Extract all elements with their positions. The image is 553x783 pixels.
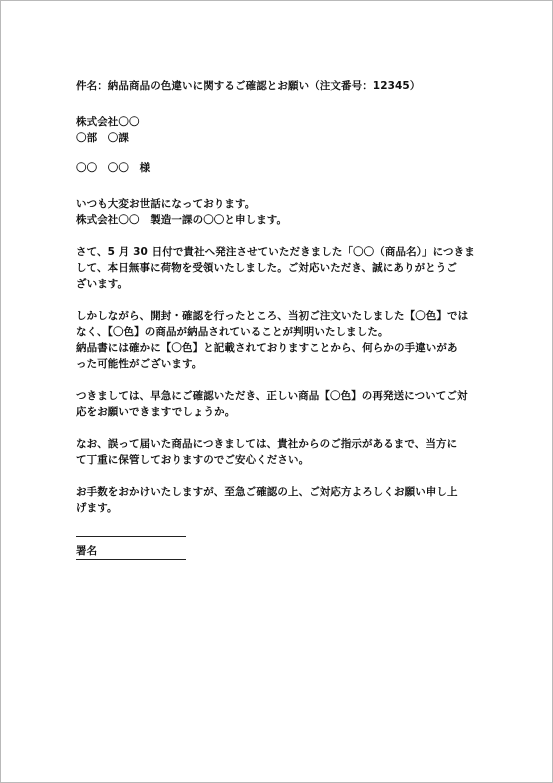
recipient-company: 株式会社〇〇 — [76, 116, 140, 128]
paragraph-2-line: なく、【〇色】の商品が納品されていることが判明いたしました。 — [76, 326, 389, 338]
paragraph-1-line: ざいます。 — [76, 278, 129, 290]
paragraph-1-line: して、本日無事に荷物を受領いたしました。ご対応いただき、誠にありがとうご — [76, 262, 457, 274]
paragraph-2-line: った可能性がございます。 — [76, 358, 203, 370]
paragraph-4-line: て丁重に保管しておりますのでご安心ください。 — [76, 454, 310, 466]
recipient-name: 〇〇 〇〇 様 — [76, 162, 151, 174]
signature-label: 署名 — [76, 545, 98, 557]
signature-rule-bottom — [76, 559, 186, 560]
subject-line: 件名：納品商品の色違いに関するご確認とお願い（注文番号：12345） — [76, 80, 421, 92]
greeting-line: いつも大変お世話になっております。 — [76, 198, 256, 210]
paragraph-4-line: なお、誤って届いた商品につきましては、貴社からのご指示があるまで、当方に — [76, 438, 458, 450]
paragraph-2-line: しかしながら、開封・確認を行ったところ、当初ご注文いたしました【〇色】では — [76, 310, 469, 322]
paragraph-2-line: 納品書には確かに【〇色】と記載されておりますことから、何らかの手違いがあ — [76, 342, 458, 354]
paragraph-5-line: お手数をおかけいたしますが、至急ご確認の上、ご対応方よろしくお願い申し上 — [76, 486, 458, 498]
greeting-line: 株式会社〇〇 製造一課の〇〇と申します。 — [76, 214, 288, 226]
paragraph-3-line: 応をお願いできますでしょうか。 — [76, 406, 236, 418]
paragraph-5-line: げます。 — [76, 502, 118, 514]
letter-body — [76, 78, 496, 560]
recipient-department: 〇部 〇課 — [76, 132, 129, 144]
paragraph-3-line: つきましては、早急にご確認いただき、正しい商品【〇色】の再発送についてご対 — [76, 390, 468, 402]
paragraph-1-line: さて、5 月 30 日付で貴社へ発注させていただきました「〇〇（商品名）」につきま — [76, 246, 475, 258]
